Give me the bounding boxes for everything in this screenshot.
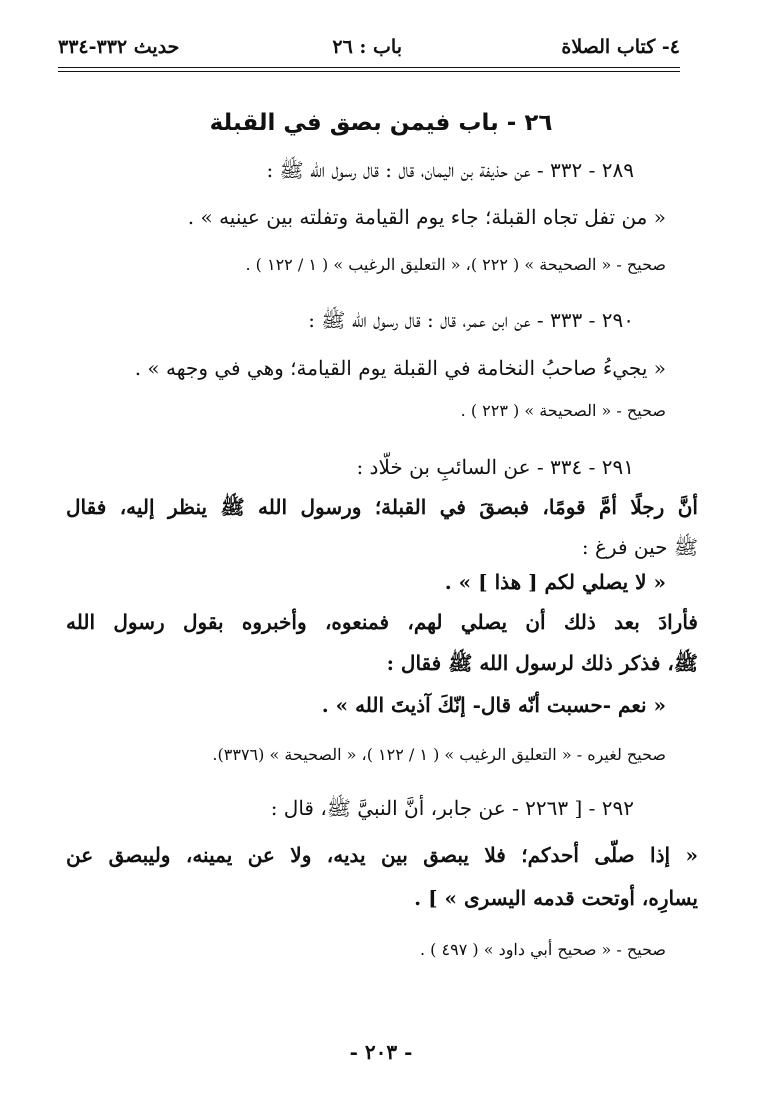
header-rule-top bbox=[58, 67, 680, 68]
running-header bbox=[58, 36, 680, 64]
hadith-291-quote: « لا يصلي لكم [ هذا ] » . bbox=[444, 570, 666, 594]
hadith-291-text-line: ﷺ حين فرغ : bbox=[581, 535, 698, 559]
hadith-289-grading: صحيح - « الصحيحة » ( ٢٢٢ )، « التعليق الرغيب » ( ١ / ١٢٢ ) . bbox=[245, 255, 666, 274]
hadith-289-heading: ٢٨٩ - ٣٣٢ - عن حذيفة بن اليمان، قال : قال رسول الله ﷺ : bbox=[266, 158, 634, 182]
hadith-290-heading: ٢٩٠ - ٣٣٣ - عن ابن عمر، قال : قال رسول الله ﷺ : bbox=[308, 308, 634, 332]
hadith-292-heading: ٢٩٢ - [ ٢٢٦٣ - عن جابر، أنَّ النبيَّ ﷺ، قال : bbox=[270, 796, 634, 820]
hadith-291-heading: ٢٩١ - ٣٣٤ - عن السائبِ بن خلّاد : bbox=[356, 455, 634, 479]
header-hadith-range: حديث ٣٣٢-٣٣٤ bbox=[58, 36, 180, 58]
hadith-292-grading: صحيح - « صحيح أبي داود » ( ٤٩٧ ) . bbox=[420, 940, 666, 959]
hadith-289-text: « من تفل تجاه القبلة؛ جاء يوم القيامة وتفلته بين عينيه » . bbox=[187, 205, 666, 229]
chapter-title: ٢٦ - باب فيمن بصق في القبلة bbox=[209, 110, 553, 136]
hadith-291-grading: صحيح لغيره - « التعليق الرغيب » ( ١ / ١٢٢ )، « الصحيحة » (٣٣٧٦). bbox=[212, 745, 666, 764]
hadith-290-grading: صحيح - « الصحيحة » ( ٢٢٣ ) . bbox=[460, 401, 666, 420]
hadith-291-text-line: أنَّ رجلًا أمَّ قومًا، فبصقَ في القبلة؛ ورسول الله ﷺ ينظر إليه، فقال bbox=[66, 495, 698, 519]
hadith-291-text-line: فأرادَ بعد ذلك أن يصلي لهم، فمنعوه، وأخبروه بقول رسول الله bbox=[66, 610, 698, 634]
hadith-292-text-line: يسارِه، أوتحت قدمه اليسرى » ] . bbox=[414, 886, 698, 910]
header-chapter: باب : ٢٦ bbox=[332, 36, 402, 58]
page-number: - ٢٠٣ - bbox=[349, 1040, 413, 1064]
header-rule-bottom bbox=[58, 71, 680, 72]
hadith-291-quote: « نعم -حسبت أنّه قال- إنّكَ آذيتَ الله » . bbox=[321, 693, 666, 717]
header-book-title: ٤- كتاب الصلاة bbox=[561, 36, 680, 58]
hadith-290-text: « يجيءُ صاحبُ النخامة في القبلة يوم القيامة؛ وهي في وجهه » . bbox=[134, 356, 666, 380]
hadith-292-text-line: « إذا صلّى أحدكم؛ فلا يبصق بين يديه، ولا عن يمينه، وليبصق عن bbox=[66, 843, 698, 867]
hadith-291-text-line: ﷺ، فذكر ذلك لرسول الله ﷺ فقال : bbox=[386, 651, 698, 675]
